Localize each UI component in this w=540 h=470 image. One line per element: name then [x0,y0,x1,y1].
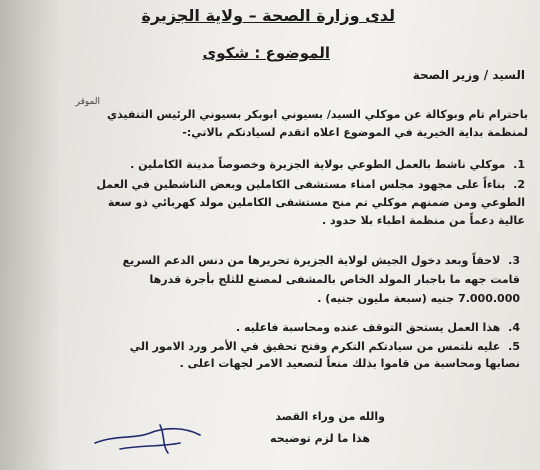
item-text: بناءاً على مجهود مجلس امناء مستشفى الكاملين وبعض الناشطين في العمل [96,178,506,191]
item-number: 4. [508,321,520,334]
intro-line-1: باحترام تام وبوكالة عن موكلي السيد/ بسيوني ابوبكر بسيوني الرئيس التنفيذي [106,108,528,121]
list-item-2-continued: عالية دعماً من منظمة اطباء بلا حدود . [322,214,525,227]
closing-line-1: والله من وراء القصد [275,410,385,423]
recipient-heading: لدى وزارة الصحة – ولاية الجزيرة [141,6,395,25]
handwritten-signature [90,405,220,465]
list-item-4 [236,321,520,334]
closing-line-2: هذا ما لزم توضيحه [270,432,370,445]
page-shadow [0,0,60,470]
subject-line: الموضوع : شكوى [202,44,330,62]
item-text: لاحقاً وبعد دخول الجيش لولاية الجزيرة تحريرها من دنس الدعم السريع [122,254,501,267]
amount-line: 7.000.000 جنيه (سبعة مليون جنيه) . [317,292,520,305]
item-number: 3. [508,254,520,267]
intro-line-2: لمنظمة بداية الخيرية في الموضوع اعلاه اتقدم لسيادتكم بالاتي:- [182,126,528,139]
list-item-3-continued: قامت جهه ما باجبار المولد الخاص بالمشفى لمصنع للثلج بأجرة قدرها [149,273,520,286]
salutation: السيد / وزير الصحة [412,68,525,82]
list-item-5-continued: نصابها ومحاسبة من قاموا بذلك منعاً لتصعيد الامر لجهات اعلى . [179,357,520,370]
list-item-5 [130,340,520,353]
item-number: 2. [513,178,525,191]
list-item-1 [130,158,525,171]
item-number: 1. [513,158,525,171]
item-text: هذا العمل يستحق التوقف عنده ومحاسبة فاعليه . [235,321,501,334]
list-item-3 [123,254,520,267]
honorific: الموقر [75,97,100,107]
item-text: موكلي ناشط بالعمل الطوعي بولاية الجزيرة وخصوصاً مدينة الكاملين . [130,158,506,171]
list-item-2 [96,178,525,191]
list-item-2-continued: الطوعي ومن ضمنهم موكلي تم منح مستشفى الكاملين مولد كهربائي ذو سعة [107,196,525,209]
item-number: 5. [508,340,520,353]
item-text: عليه نلتمس من سيادتكم التكرم وفتح تحقيق في الأمر ورد الامور الي [129,340,501,353]
